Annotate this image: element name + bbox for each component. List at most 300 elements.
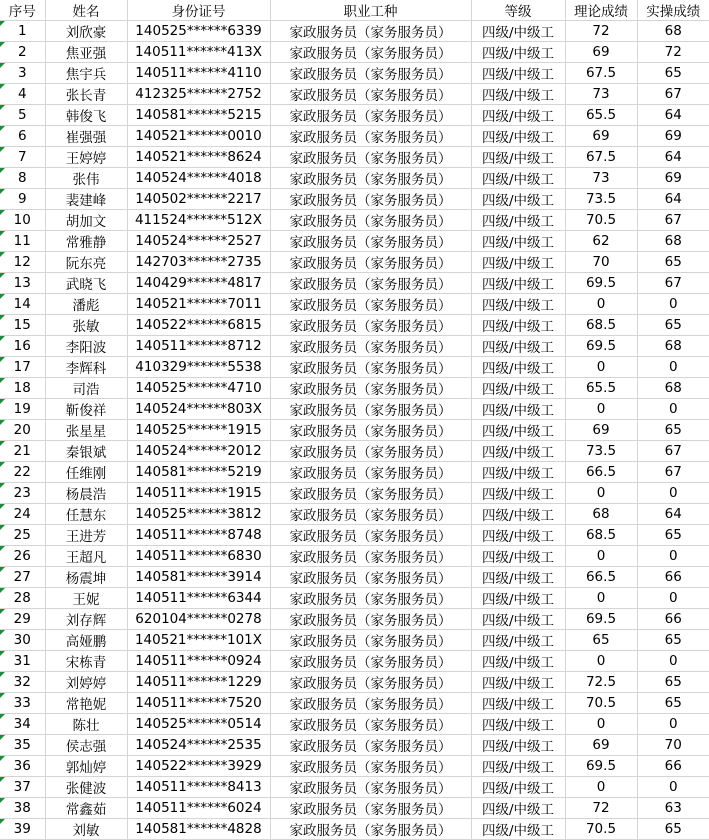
cell-serial[interactable] bbox=[0, 735, 45, 756]
serial-value: 8 bbox=[17, 170, 27, 186]
cell-level[interactable]: 四级/中级工 bbox=[471, 462, 565, 483]
cell-theory-score[interactable]: 69 bbox=[565, 735, 637, 756]
cell-name[interactable]: 秦银斌 bbox=[45, 441, 127, 462]
cell-level[interactable]: 四级/中级工 bbox=[471, 21, 565, 42]
cell-name[interactable]: 崔强强 bbox=[45, 126, 127, 147]
cell-level[interactable]: 四级/中级工 bbox=[471, 231, 565, 252]
cell-occupation[interactable]: 家政服务员（家务服务员） bbox=[270, 84, 471, 105]
cell-level[interactable]: 四级/中级工 bbox=[471, 483, 565, 504]
cell-id-number[interactable]: 140511******6024 bbox=[127, 798, 270, 819]
cell-theory-score[interactable]: 0 bbox=[565, 651, 637, 672]
cell-level[interactable]: 四级/中级工 bbox=[471, 756, 565, 777]
table-row bbox=[0, 168, 709, 189]
cell-serial[interactable] bbox=[0, 399, 45, 420]
cell-name[interactable]: 胡加文 bbox=[45, 210, 127, 231]
cell-id-number[interactable]: 140429******4817 bbox=[127, 273, 270, 294]
cell-id-number[interactable]: 140511******1915 bbox=[127, 483, 270, 504]
cell-level[interactable]: 四级/中级工 bbox=[471, 546, 565, 567]
cell-id-number[interactable]: 140525******6339 bbox=[127, 21, 270, 42]
cell-id-number[interactable]: 410329******5538 bbox=[127, 357, 270, 378]
cell-practical-score[interactable]: 0 bbox=[637, 714, 709, 735]
serial-value: 30 bbox=[13, 632, 31, 648]
cell-occupation[interactable]: 家政服务员（家务服务员） bbox=[270, 756, 471, 777]
cell-theory-score[interactable]: 0 bbox=[565, 546, 637, 567]
cell-occupation[interactable]: 家政服务员（家务服务员） bbox=[270, 735, 471, 756]
cell-practical-score[interactable]: 0 bbox=[637, 294, 709, 315]
cell-practical-score[interactable]: 65 bbox=[637, 252, 709, 273]
cell-practical-score[interactable]: 64 bbox=[637, 105, 709, 126]
cell-theory-score[interactable]: 69.5 bbox=[565, 336, 637, 357]
cell-level[interactable]: 四级/中级工 bbox=[471, 735, 565, 756]
cell-name[interactable]: 裴建峰 bbox=[45, 189, 127, 210]
cell-theory-score[interactable]: 65.5 bbox=[565, 378, 637, 399]
cell-level[interactable]: 四级/中级工 bbox=[471, 252, 565, 273]
cell-name[interactable]: 靳俊祥 bbox=[45, 399, 127, 420]
cell-serial[interactable] bbox=[0, 336, 45, 357]
cell-serial[interactable] bbox=[0, 42, 45, 63]
cell-serial[interactable] bbox=[0, 525, 45, 546]
cell-theory-score[interactable]: 68.5 bbox=[565, 315, 637, 336]
cell-id-number[interactable]: 140511******413X bbox=[127, 42, 270, 63]
error-indicator-icon bbox=[0, 651, 5, 656]
cell-serial[interactable] bbox=[0, 63, 45, 84]
cell-name[interactable]: 常鑫茹 bbox=[45, 798, 127, 819]
cell-level[interactable]: 四级/中级工 bbox=[471, 63, 565, 84]
cell-occupation[interactable]: 家政服务员（家务服务员） bbox=[270, 672, 471, 693]
cell-level[interactable]: 四级/中级工 bbox=[471, 567, 565, 588]
cell-name[interactable]: 阮东亮 bbox=[45, 252, 127, 273]
cell-theory-score[interactable]: 68 bbox=[565, 504, 637, 525]
cell-serial[interactable] bbox=[0, 546, 45, 567]
cell-level[interactable]: 四级/中级工 bbox=[471, 819, 565, 840]
cell-level[interactable]: 四级/中级工 bbox=[471, 672, 565, 693]
cell-level[interactable]: 四级/中级工 bbox=[471, 798, 565, 819]
cell-level[interactable]: 四级/中级工 bbox=[471, 399, 565, 420]
cell-practical-score[interactable]: 70 bbox=[637, 735, 709, 756]
cell-theory-score[interactable]: 72.5 bbox=[565, 672, 637, 693]
serial-value: 38 bbox=[13, 800, 31, 816]
cell-name[interactable]: 王超凡 bbox=[45, 546, 127, 567]
cell-name[interactable]: 杨震坤 bbox=[45, 567, 127, 588]
cell-occupation[interactable]: 家政服务员（家务服务员） bbox=[270, 714, 471, 735]
cell-level[interactable]: 四级/中级工 bbox=[471, 42, 565, 63]
cell-id-number[interactable]: 140524******2527 bbox=[127, 231, 270, 252]
cell-practical-score[interactable]: 65 bbox=[637, 819, 709, 840]
cell-occupation[interactable]: 家政服务员（家务服务员） bbox=[270, 420, 471, 441]
cell-theory-score[interactable]: 70.5 bbox=[565, 693, 637, 714]
cell-practical-score[interactable]: 68 bbox=[637, 21, 709, 42]
table-row bbox=[0, 231, 709, 252]
cell-name[interactable]: 王婷婷 bbox=[45, 147, 127, 168]
cell-occupation[interactable]: 家政服务员（家务服务员） bbox=[270, 567, 471, 588]
cell-name[interactable]: 郭灿婷 bbox=[45, 756, 127, 777]
cell-id-number[interactable]: 140511******6830 bbox=[127, 546, 270, 567]
cell-name[interactable]: 陈壮 bbox=[45, 714, 127, 735]
cell-theory-score[interactable]: 70.5 bbox=[565, 819, 637, 840]
cell-name[interactable]: 韩俊飞 bbox=[45, 105, 127, 126]
cell-theory-score[interactable]: 67.5 bbox=[565, 147, 637, 168]
cell-theory-score[interactable]: 67.5 bbox=[565, 63, 637, 84]
table-row bbox=[0, 21, 709, 42]
cell-serial[interactable] bbox=[0, 147, 45, 168]
cell-practical-score[interactable]: 64 bbox=[637, 504, 709, 525]
cell-occupation[interactable]: 家政服务员（家务服务员） bbox=[270, 273, 471, 294]
cell-id-number[interactable]: 140524******4018 bbox=[127, 168, 270, 189]
header-name[interactable]: 姓名 bbox=[45, 0, 127, 21]
cell-practical-score[interactable]: 67 bbox=[637, 210, 709, 231]
cell-id-number[interactable]: 140524******2012 bbox=[127, 441, 270, 462]
cell-practical-score[interactable]: 64 bbox=[637, 189, 709, 210]
cell-occupation[interactable]: 家政服务员（家务服务员） bbox=[270, 252, 471, 273]
cell-serial[interactable] bbox=[0, 777, 45, 798]
cell-level[interactable]: 四级/中级工 bbox=[471, 315, 565, 336]
cell-name[interactable]: 高娅鹏 bbox=[45, 630, 127, 651]
cell-serial[interactable] bbox=[0, 126, 45, 147]
cell-practical-score[interactable]: 65 bbox=[637, 420, 709, 441]
serial-value: 15 bbox=[13, 317, 31, 333]
cell-practical-score[interactable]: 66 bbox=[637, 567, 709, 588]
cell-theory-score[interactable]: 69 bbox=[565, 42, 637, 63]
cell-level[interactable]: 四级/中级工 bbox=[471, 126, 565, 147]
serial-value: 37 bbox=[13, 779, 31, 795]
cell-level[interactable]: 四级/中级工 bbox=[471, 651, 565, 672]
cell-id-number[interactable]: 411524******512X bbox=[127, 210, 270, 231]
cell-id-number[interactable]: 140511******8413 bbox=[127, 777, 270, 798]
cell-level[interactable]: 四级/中级工 bbox=[471, 189, 565, 210]
cell-serial[interactable] bbox=[0, 630, 45, 651]
cell-practical-score[interactable]: 68 bbox=[637, 378, 709, 399]
cell-id-number[interactable]: 140511******4110 bbox=[127, 63, 270, 84]
cell-practical-score[interactable]: 67 bbox=[637, 273, 709, 294]
cell-theory-score[interactable]: 0 bbox=[565, 777, 637, 798]
serial-value: 13 bbox=[13, 275, 31, 291]
cell-id-number[interactable]: 620104******0278 bbox=[127, 609, 270, 630]
cell-occupation[interactable]: 家政服务员（家务服务员） bbox=[270, 315, 471, 336]
cell-id-number[interactable]: 142703******2735 bbox=[127, 252, 270, 273]
cell-theory-score[interactable]: 70 bbox=[565, 252, 637, 273]
cell-serial[interactable] bbox=[0, 21, 45, 42]
cell-name[interactable]: 刘敏 bbox=[45, 819, 127, 840]
cell-id-number[interactable]: 140511******8748 bbox=[127, 525, 270, 546]
cell-occupation[interactable]: 家政服务员（家务服务员） bbox=[270, 777, 471, 798]
cell-id-number[interactable]: 140525******3812 bbox=[127, 504, 270, 525]
cell-id-number[interactable]: 140502******2217 bbox=[127, 189, 270, 210]
cell-serial[interactable] bbox=[0, 567, 45, 588]
header-serial[interactable]: 序号 bbox=[0, 0, 45, 21]
cell-serial[interactable] bbox=[0, 588, 45, 609]
cell-level[interactable]: 四级/中级工 bbox=[471, 378, 565, 399]
header-theory-score[interactable]: 理论成绩 bbox=[565, 0, 637, 21]
cell-theory-score[interactable]: 70.5 bbox=[565, 210, 637, 231]
cell-occupation[interactable]: 家政服务员（家务服务员） bbox=[270, 588, 471, 609]
cell-occupation[interactable]: 家政服务员（家务服务员） bbox=[270, 819, 471, 840]
cell-serial[interactable] bbox=[0, 609, 45, 630]
cell-occupation[interactable]: 家政服务员（家务服务员） bbox=[270, 609, 471, 630]
cell-level[interactable]: 四级/中级工 bbox=[471, 441, 565, 462]
cell-level[interactable]: 四级/中级工 bbox=[471, 294, 565, 315]
cell-name[interactable]: 常艳妮 bbox=[45, 693, 127, 714]
cell-name[interactable]: 潘彪 bbox=[45, 294, 127, 315]
cell-name[interactable]: 刘欣豪 bbox=[45, 21, 127, 42]
cell-level[interactable]: 四级/中级工 bbox=[471, 609, 565, 630]
cell-practical-score[interactable]: 0 bbox=[637, 651, 709, 672]
cell-occupation[interactable]: 家政服务员（家务服务员） bbox=[270, 462, 471, 483]
cell-name[interactable]: 张敏 bbox=[45, 315, 127, 336]
cell-serial[interactable] bbox=[0, 273, 45, 294]
cell-occupation[interactable]: 家政服务员（家务服务员） bbox=[270, 210, 471, 231]
error-indicator-icon bbox=[0, 546, 5, 551]
cell-practical-score[interactable]: 69 bbox=[637, 168, 709, 189]
cell-serial[interactable] bbox=[0, 693, 45, 714]
cell-theory-score[interactable]: 66.5 bbox=[565, 462, 637, 483]
cell-serial[interactable] bbox=[0, 483, 45, 504]
cell-occupation[interactable]: 家政服务员（家务服务员） bbox=[270, 483, 471, 504]
cell-name[interactable]: 常雅静 bbox=[45, 231, 127, 252]
cell-serial[interactable] bbox=[0, 105, 45, 126]
cell-name[interactable]: 任慧东 bbox=[45, 504, 127, 525]
header-level[interactable]: 等级 bbox=[471, 0, 565, 21]
cell-name[interactable]: 张星星 bbox=[45, 420, 127, 441]
cell-serial[interactable] bbox=[0, 294, 45, 315]
cell-level[interactable]: 四级/中级工 bbox=[471, 525, 565, 546]
cell-occupation[interactable]: 家政服务员（家务服务员） bbox=[270, 42, 471, 63]
cell-serial[interactable] bbox=[0, 441, 45, 462]
cell-occupation[interactable]: 家政服务员（家务服务员） bbox=[270, 168, 471, 189]
cell-occupation[interactable]: 家政服务员（家务服务员） bbox=[270, 651, 471, 672]
cell-theory-score[interactable]: 69 bbox=[565, 126, 637, 147]
cell-theory-score[interactable]: 73 bbox=[565, 168, 637, 189]
cell-id-number[interactable]: 140581******4828 bbox=[127, 819, 270, 840]
cell-serial[interactable] bbox=[0, 210, 45, 231]
cell-practical-score[interactable]: 65 bbox=[637, 525, 709, 546]
cell-id-number[interactable]: 140525******4710 bbox=[127, 378, 270, 399]
cell-occupation[interactable]: 家政服务员（家务服务员） bbox=[270, 105, 471, 126]
cell-name[interactable]: 刘婷婷 bbox=[45, 672, 127, 693]
table-row bbox=[0, 84, 709, 105]
cell-serial[interactable] bbox=[0, 357, 45, 378]
cell-theory-score[interactable]: 62 bbox=[565, 231, 637, 252]
header-practical-score[interactable]: 实操成绩 bbox=[637, 0, 709, 21]
cell-theory-score[interactable]: 73 bbox=[565, 84, 637, 105]
cell-theory-score[interactable]: 0 bbox=[565, 588, 637, 609]
cell-occupation[interactable]: 家政服务员（家务服务员） bbox=[270, 189, 471, 210]
cell-name[interactable]: 王进芳 bbox=[45, 525, 127, 546]
cell-name[interactable]: 侯志强 bbox=[45, 735, 127, 756]
cell-theory-score[interactable]: 72 bbox=[565, 21, 637, 42]
cell-serial[interactable] bbox=[0, 168, 45, 189]
cell-level[interactable]: 四级/中级工 bbox=[471, 630, 565, 651]
header-id-number[interactable]: 身份证号 bbox=[127, 0, 270, 21]
cell-id-number[interactable]: 140524******803X bbox=[127, 399, 270, 420]
cell-name[interactable]: 武晓飞 bbox=[45, 273, 127, 294]
cell-id-number[interactable]: 140511******1229 bbox=[127, 672, 270, 693]
cell-occupation[interactable]: 家政服务员（家务服务员） bbox=[270, 504, 471, 525]
cell-practical-score[interactable]: 66 bbox=[637, 756, 709, 777]
cell-name[interactable]: 王妮 bbox=[45, 588, 127, 609]
cell-level[interactable]: 四级/中级工 bbox=[471, 168, 565, 189]
cell-id-number[interactable]: 140522******3929 bbox=[127, 756, 270, 777]
cell-practical-score[interactable]: 67 bbox=[637, 462, 709, 483]
cell-occupation[interactable]: 家政服务员（家务服务员） bbox=[270, 126, 471, 147]
cell-theory-score[interactable]: 65.5 bbox=[565, 105, 637, 126]
cell-name[interactable]: 宋栋青 bbox=[45, 651, 127, 672]
cell-name[interactable]: 任维刚 bbox=[45, 462, 127, 483]
cell-practical-score[interactable]: 66 bbox=[637, 609, 709, 630]
cell-level[interactable]: 四级/中级工 bbox=[471, 147, 565, 168]
cell-serial[interactable] bbox=[0, 252, 45, 273]
cell-serial[interactable] bbox=[0, 378, 45, 399]
cell-name[interactable]: 刘存辉 bbox=[45, 609, 127, 630]
cell-theory-score[interactable]: 0 bbox=[565, 399, 637, 420]
cell-practical-score[interactable]: 65 bbox=[637, 315, 709, 336]
cell-name[interactable]: 焦宇兵 bbox=[45, 63, 127, 84]
cell-occupation[interactable]: 家政服务员（家务服务员） bbox=[270, 630, 471, 651]
cell-practical-score[interactable]: 67 bbox=[637, 84, 709, 105]
cell-id-number[interactable]: 140524******2535 bbox=[127, 735, 270, 756]
cell-practical-score[interactable]: 69 bbox=[637, 126, 709, 147]
cell-practical-score[interactable]: 0 bbox=[637, 357, 709, 378]
cell-practical-score[interactable]: 0 bbox=[637, 588, 709, 609]
cell-occupation[interactable]: 家政服务员（家务服务员） bbox=[270, 693, 471, 714]
cell-occupation[interactable]: 家政服务员（家务服务员） bbox=[270, 525, 471, 546]
cell-name[interactable]: 张伟 bbox=[45, 168, 127, 189]
cell-level[interactable]: 四级/中级工 bbox=[471, 693, 565, 714]
cell-level[interactable]: 四级/中级工 bbox=[471, 105, 565, 126]
cell-theory-score[interactable]: 0 bbox=[565, 294, 637, 315]
cell-practical-score[interactable]: 64 bbox=[637, 147, 709, 168]
cell-level[interactable]: 四级/中级工 bbox=[471, 336, 565, 357]
serial-value: 28 bbox=[13, 590, 31, 606]
cell-serial[interactable] bbox=[0, 672, 45, 693]
cell-theory-score[interactable]: 66.5 bbox=[565, 567, 637, 588]
cell-theory-score[interactable]: 69.5 bbox=[565, 273, 637, 294]
cell-occupation[interactable]: 家政服务员（家务服务员） bbox=[270, 798, 471, 819]
cell-practical-score[interactable]: 63 bbox=[637, 798, 709, 819]
cell-id-number[interactable]: 140511******7520 bbox=[127, 693, 270, 714]
cell-theory-score[interactable]: 73.5 bbox=[565, 441, 637, 462]
cell-id-number[interactable]: 140521******0010 bbox=[127, 126, 270, 147]
cell-occupation[interactable]: 家政服务员（家务服务员） bbox=[270, 378, 471, 399]
cell-practical-score[interactable]: 65 bbox=[637, 63, 709, 84]
cell-name[interactable]: 杨晨浩 bbox=[45, 483, 127, 504]
cell-theory-score[interactable]: 72 bbox=[565, 798, 637, 819]
cell-name[interactable]: 李辉科 bbox=[45, 357, 127, 378]
cell-occupation[interactable]: 家政服务员（家务服务员） bbox=[270, 294, 471, 315]
cell-serial[interactable] bbox=[0, 756, 45, 777]
cell-level[interactable]: 四级/中级工 bbox=[471, 714, 565, 735]
cell-serial[interactable] bbox=[0, 462, 45, 483]
cell-practical-score[interactable]: 68 bbox=[637, 231, 709, 252]
cell-theory-score[interactable]: 69 bbox=[565, 420, 637, 441]
cell-id-number[interactable]: 140525******1915 bbox=[127, 420, 270, 441]
cell-id-number[interactable]: 140521******8624 bbox=[127, 147, 270, 168]
cell-id-number[interactable]: 140581******5219 bbox=[127, 462, 270, 483]
cell-serial[interactable] bbox=[0, 714, 45, 735]
cell-practical-score[interactable]: 72 bbox=[637, 42, 709, 63]
table-row bbox=[0, 546, 709, 567]
cell-level[interactable]: 四级/中级工 bbox=[471, 420, 565, 441]
cell-theory-score[interactable]: 73.5 bbox=[565, 189, 637, 210]
cell-serial[interactable] bbox=[0, 651, 45, 672]
cell-occupation[interactable]: 家政服务员（家务服务员） bbox=[270, 147, 471, 168]
table-row bbox=[0, 798, 709, 819]
cell-theory-score[interactable]: 0 bbox=[565, 483, 637, 504]
cell-level[interactable]: 四级/中级工 bbox=[471, 210, 565, 231]
cell-practical-score[interactable]: 0 bbox=[637, 777, 709, 798]
cell-id-number[interactable]: 140511******6344 bbox=[127, 588, 270, 609]
serial-value: 6 bbox=[17, 128, 27, 144]
cell-name[interactable]: 李阳波 bbox=[45, 336, 127, 357]
cell-occupation[interactable]: 家政服务员（家务服务员） bbox=[270, 21, 471, 42]
serial-value: 24 bbox=[13, 506, 31, 522]
cell-id-number[interactable]: 140521******101X bbox=[127, 630, 270, 651]
cell-practical-score[interactable]: 0 bbox=[637, 483, 709, 504]
cell-occupation[interactable]: 家政服务员（家务服务员） bbox=[270, 357, 471, 378]
cell-serial[interactable] bbox=[0, 315, 45, 336]
cell-theory-score[interactable]: 68.5 bbox=[565, 525, 637, 546]
cell-occupation[interactable]: 家政服务员（家务服务员） bbox=[270, 63, 471, 84]
cell-serial[interactable] bbox=[0, 189, 45, 210]
cell-level[interactable]: 四级/中级工 bbox=[471, 357, 565, 378]
cell-practical-score[interactable]: 0 bbox=[637, 546, 709, 567]
cell-theory-score[interactable]: 69.5 bbox=[565, 609, 637, 630]
cell-id-number[interactable]: 140521******7011 bbox=[127, 294, 270, 315]
cell-theory-score[interactable]: 0 bbox=[565, 714, 637, 735]
cell-id-number[interactable]: 412325******2752 bbox=[127, 84, 270, 105]
cell-theory-score[interactable]: 65 bbox=[565, 630, 637, 651]
cell-id-number[interactable]: 140511******0924 bbox=[127, 651, 270, 672]
cell-serial[interactable] bbox=[0, 420, 45, 441]
cell-name[interactable]: 司浩 bbox=[45, 378, 127, 399]
header-occupation[interactable]: 职业工种 bbox=[270, 0, 471, 21]
cell-level[interactable]: 四级/中级工 bbox=[471, 504, 565, 525]
cell-serial[interactable] bbox=[0, 504, 45, 525]
cell-level[interactable]: 四级/中级工 bbox=[471, 777, 565, 798]
table-row bbox=[0, 294, 709, 315]
cell-theory-score[interactable]: 69.5 bbox=[565, 756, 637, 777]
cell-name[interactable]: 张长青 bbox=[45, 84, 127, 105]
cell-id-number[interactable]: 140522******6815 bbox=[127, 315, 270, 336]
cell-practical-score[interactable]: 68 bbox=[637, 336, 709, 357]
cell-practical-score[interactable]: 67 bbox=[637, 441, 709, 462]
cell-practical-score[interactable]: 65 bbox=[637, 672, 709, 693]
cell-practical-score[interactable]: 65 bbox=[637, 630, 709, 651]
cell-occupation[interactable]: 家政服务员（家务服务员） bbox=[270, 441, 471, 462]
cell-practical-score[interactable]: 0 bbox=[637, 399, 709, 420]
serial-value: 29 bbox=[13, 611, 31, 627]
cell-id-number[interactable]: 140525******0514 bbox=[127, 714, 270, 735]
cell-id-number[interactable]: 140581******5215 bbox=[127, 105, 270, 126]
cell-id-number[interactable]: 140511******8712 bbox=[127, 336, 270, 357]
cell-serial[interactable] bbox=[0, 84, 45, 105]
cell-occupation[interactable]: 家政服务员（家务服务员） bbox=[270, 231, 471, 252]
cell-theory-score[interactable]: 0 bbox=[565, 357, 637, 378]
cell-occupation[interactable]: 家政服务员（家务服务员） bbox=[270, 546, 471, 567]
cell-serial[interactable] bbox=[0, 798, 45, 819]
cell-name[interactable]: 焦亚强 bbox=[45, 42, 127, 63]
cell-id-number[interactable]: 140581******3914 bbox=[127, 567, 270, 588]
cell-level[interactable]: 四级/中级工 bbox=[471, 588, 565, 609]
cell-level[interactable]: 四级/中级工 bbox=[471, 273, 565, 294]
cell-serial[interactable] bbox=[0, 231, 45, 252]
cell-occupation[interactable]: 家政服务员（家务服务员） bbox=[270, 336, 471, 357]
cell-serial[interactable] bbox=[0, 819, 45, 840]
cell-level[interactable]: 四级/中级工 bbox=[471, 84, 565, 105]
cell-occupation[interactable]: 家政服务员（家务服务员） bbox=[270, 399, 471, 420]
cell-practical-score[interactable]: 65 bbox=[637, 693, 709, 714]
cell-name[interactable]: 张健波 bbox=[45, 777, 127, 798]
serial-value: 19 bbox=[13, 401, 31, 417]
